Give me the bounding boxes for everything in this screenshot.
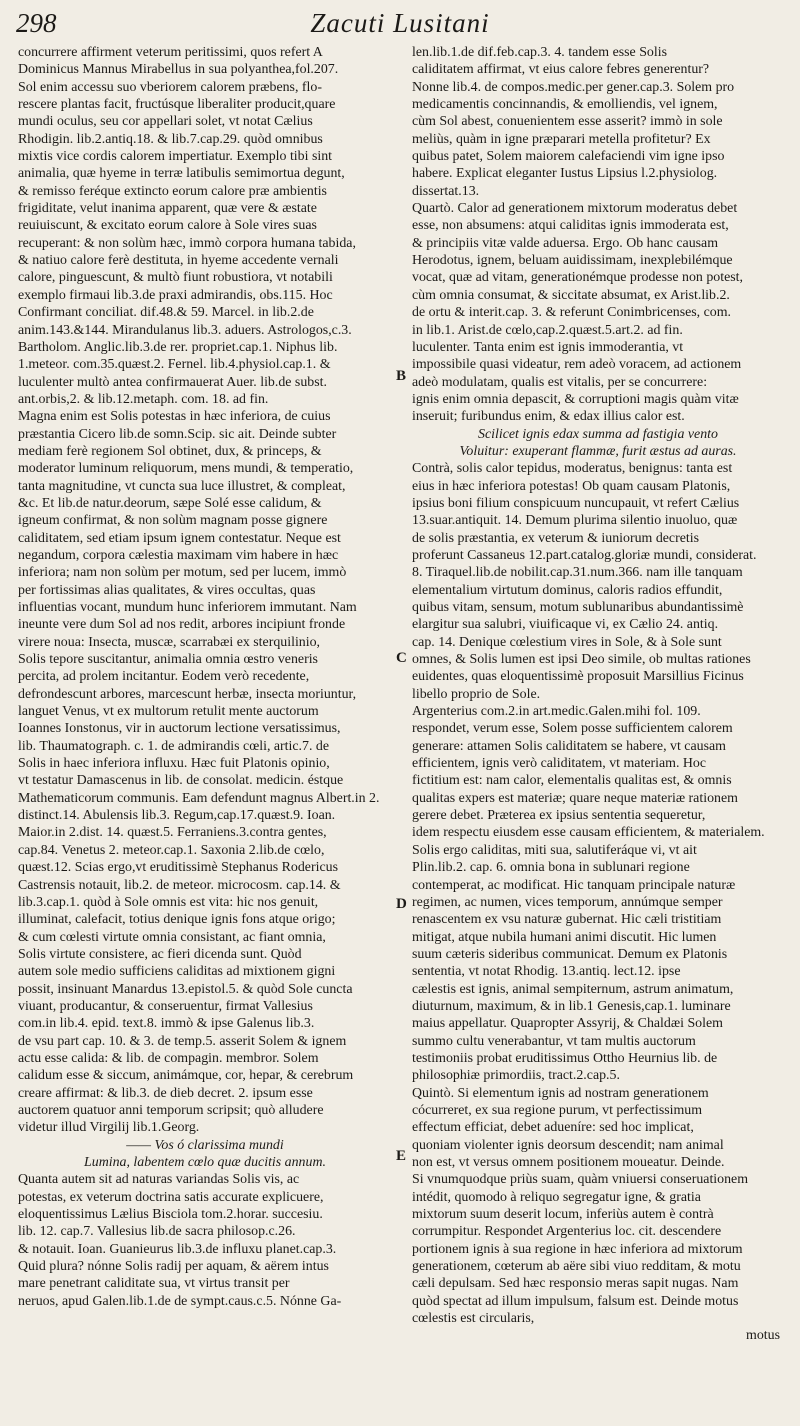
text-line: contemperat, ac modificat. Hic tanquam principale naturæ [412,877,736,893]
text-line: euidentes, quas eloquentissimè proposuit Marsillius Ficinus [412,669,744,685]
text-line: cælestis est ignis, animal sempiternum, astrum animatum, [412,981,734,997]
text-line: 13.suar.antiquit. 14. Demum plurima silentio inuoluo, quæ [412,513,738,529]
text-line: mare penetrant caliditate sua, vt virtus transit per [18,1276,290,1292]
text-line: Solis tepore suscitantur, animalia omnia œstro veneris [18,652,318,668]
text-line: renascentem ex vsu naturæ gubernat. Hic cæli tristitiam [412,912,722,928]
text-line: Si vnumquodque priùs suam, quàm vniuersi conseruationem [412,1172,749,1188]
text-line: Herodotus, ignem, beluam auidissimam, inexplebilémque [412,253,733,269]
text-line: Rhodigin. lib.2.antiq.18. & lib.7.cap.29. quòd omnibus [18,131,323,147]
text-line: Castrensis notauit, lib.2. de meteor. microcosm. cap.14. & [18,877,341,893]
text-line: caliditatem, sed etiam ipsum ignem contestatur. Neque est [18,530,341,546]
text-line: cócurreret, ex sua regione purum, vt perfectissimum [412,1102,703,1118]
text-line: Magna enim est Solis potestas in hæc inferiora, de cuius [18,409,331,425]
text-line: efficientem, ignis verò caliditatem, vt materiam. Hoc [412,756,707,772]
text-line: generare: attamen Solis caliditatem se habere, vt causam [412,738,726,754]
text-line: tanta magnitudine, vt cuncta sua luce illustret, & compleat, [18,478,346,494]
page-header [0,8,800,44]
right-column [412,44,784,1345]
text-line: animalia, quæ hyeme in terræ latibulis semimortua degunt, [18,166,345,182]
running-head: Zacuti Lusitani [310,8,490,38]
text-line: præstantia Cicero lib.de somn.Scip. sic ait. Deinde subter [18,426,337,442]
text-line: elargitur sua salubri, viuificaque vi, ex Cælio 24. antiq. [412,617,719,633]
left-column [18,44,392,1310]
text-line: Nonne lib.4. de compos.medic.per gener.cap.3. Solem pro [412,79,735,95]
text-line: cap.84. Venetus 2. meteor.cap.1. Saxonia 2.lib.de cœlo, [18,842,325,858]
text-line: 8. Tiraquel.lib.de nobilit.cap.31.num.366. nam ille tanquam [412,565,743,581]
text-line: neruos, apud Galen.lib.1.de de sympt.caus.c.5. Nónne Ga- [18,1293,342,1309]
text-line: summo cultu venerabantur, vt tam multis auctorum [412,1033,696,1049]
text-line: mixtorum suum deserit locum, inferiùs autem è contrà [412,1207,714,1223]
text-line: per fortissimas alias qualitates, & vires occultas, quas [18,582,316,598]
text-line: languet Venus, vt ex multorum retulit mente auctorum [18,704,319,720]
margin-marker-e: E [396,1148,407,1164]
text-line: non est, vt versus omnem positionem moueatur. Deinde. [412,1155,725,1170]
text-line: quibus patet, Solem maiorem calefaciendi vim igne ipso [412,149,725,165]
text-line: viuant, producantur, & conseruentur, firmat Vallesius [18,998,313,1014]
text-line: ipsius boni filium conspicuum nuncupauit, vt refert Cælius [412,495,740,511]
text-line: eius in hæc inferiora potestas! Ob quam causam Platonis, [412,478,731,494]
text-line: Dominicus Mannus Mirabellus in sua polyanthea,fol.207. [18,62,339,78]
text-line: possit, insinuant Manardus 13.epistol.5. & quòd Sole cuncta [18,981,353,997]
text-line: lib. Thaumatograph. c. 1. de admirandis cœli, artic.7. de [18,738,330,754]
text-line: portionem ignis à sua regione in hæc inferiora ad mixtorum [412,1241,743,1257]
text-line: quæst.12. Scias ergo,vt eruditissimè Stephanus Rodericus [18,860,338,876]
text-line: defrondescunt arbores, marcescunt herbæ, insecta moriuntur, [18,686,357,702]
text-line: ignis enim omnia depascit, & corruptioni magis quàm vitæ [412,391,739,407]
text-line: & notauit. Ioan. Guanieurus lib.3.de influxu planet.cap.3. [18,1241,337,1257]
text-line: Solis virtute consistere, ac fieri dicenda sunt. Quòd [18,946,302,962]
text-line: & natiuo calore ferè destituta, in hyeme accedente vernali [18,253,339,269]
text-line: negandum, corpora cælestia maximam vim habere in hæc [18,547,339,563]
text-line: luculenter multò antea confirmauerat Auer. lib.de subst. [18,374,327,390]
text-line: elementalium virtutum dominus, caloris radios effundit, [412,582,723,598]
text-line: Sol enim accessu suo vberiorem calorem præbens, flo- [18,79,322,95]
text-line: esse, non absumens: atqui caliditas ignis immoderata est, [412,218,729,234]
text-line: Solis in haec inferiora influxu. Hæc fuit Platonis opinio, [18,756,330,772]
text-line: dissertat.13. [412,183,480,199]
text-line: Scilicet ignis edax summa ad fastigia vento [478,426,718,442]
text-line: de ortu & interit.cap. 3. & referunt Conimbricenses, com. [412,305,732,321]
text-line: medicamentis concinnandis, & emolliendis, vel ignem, [412,97,718,113]
text-line: intédit, quomodo à reliquo segregatur igne, & gratia [412,1189,701,1205]
text-line: anim.143.&144. Mirandulanus lib.3. aduers. Astrologos,c.3. [18,322,352,338]
text-line: mediam ferè regionem Sol obtinet, dux, & princeps, & [18,443,322,459]
text-line: potestas, ex veterum doctrina satis accurate explicuere, [18,1189,324,1205]
text-line: de vsu part cap. 10. & 3. de temp.5. asserit Solem & ignem [18,1033,347,1049]
text-line: virere noua: Insecta, muscæ, scarrabæi ex sterquilinio, [18,634,321,650]
text-line: exemplo firmaui lib.3.de praxi admirandis, obs.115. Hoc [18,287,333,303]
text-line: fictitium est: nam calor, elementalis qualitas est, & omnis [412,773,732,789]
text-line: Ioannes Ionstonus, vir in auctorum lectione versatissimus, [18,721,341,737]
text-line: de solis præstantia, ex veterum & iuniorum decretis [412,530,700,546]
text-line: frigiditate, velut inanima apparent, quæ vere & æstate [18,201,317,217]
text-line: Contrà, solis calor tepidus, moderatus, benignus: tanta est [412,461,733,477]
text-line: libello proprio de Sole. [412,686,541,702]
text-line: Quanta autem sit ad naturas variandas Solis vis, ac [18,1172,300,1188]
text-line: impossibile quasi videatur, rem adeò voracem, ad actionem [412,357,742,373]
text-line: igneum confirmat, & non solùm magnam posse gignere [18,513,328,529]
margin-marker-d: D [396,896,407,912]
text-line: idem respectu eiusdem esse causam efficientem, & materialem. [412,825,765,841]
text-line: Quid plura? nónne Solis radij per aquam, & aërem intus [18,1259,329,1275]
text-line: meliùs, quàm in igne præparari metella profitetur? Ex [412,131,711,147]
text-line: inseruit; furibundus enim, & edax illius calor est. [412,409,685,425]
text-line: regimen, ac numen, vices temporum, annúmque semper [412,894,723,910]
text-line: Voluitur: exuperant flammæ, furit æstus ad auras. [459,443,737,459]
text-line: concurrere affirment veterum peritissimi, quos refert A [18,45,323,60]
text-line: Mathematicorum communis. Eam defendunt magnus Albert.in 2. [18,790,380,806]
text-line: Plin.lib.2. cap. 6. omnia bona in sublunari regione [412,860,690,876]
text-line: len.lib.1.de dif.feb.cap.3. 4. tandem esse Solis [412,45,667,60]
text-line: omnes, & Solis lumen est ipsi Deo simile, ob multas rationes [412,652,751,668]
text-line: motus [746,1328,780,1344]
text-line: —— Vos ó clarissima mundi [126,1137,284,1153]
text-line: mitigat, atque nubila humani animi discutit. Hic lumen [412,929,717,945]
text-line: ant.orbis,2. & lib.12.metaph. com. 18. ad fin. [18,391,269,407]
text-line: vocat, quæ ad vitam, generationémque prodesse non potest, [412,270,743,286]
text-line: cùm Sol abest, conuenientem esse asserit? immò in sole [412,114,723,130]
text-line: recuperant: & non solùm hæc, immò corpora humana tabida, [18,235,356,251]
text-line: illuminat, calefacit, totius denique ignis fons atque origo; [18,912,336,928]
text-line: calidum esse & siccum, animámque, cor, hepar, & cerebrum [18,1068,354,1084]
text-line: Quartò. Calor ad generationem mixtorum moderatus debet [412,201,738,217]
text-line: &c. Et lib.de natur.deorum, sæpe Solé esse calidum, & [18,495,322,511]
text-line: cæli depulsam. Sed hæc responsio meras sapit nugas. Nam [412,1276,739,1292]
text-line: inferiora; nam non solùm per motum, sed per lucem, immò [18,565,347,581]
text-line: distinct.14. Abulensis lib.3. Regum,cap.17.quæst.9. Ioan. [18,808,336,824]
text-line: Maior.in 2.dist. 14. quæst.5. Ferraniens.3.contra gentes, [18,825,327,841]
text-line: quoniam violenter ignis deorsum descendit; nam animal [412,1137,724,1153]
text-line: Lumina, labentem cœlo quæ ducitis annum. [84,1155,326,1170]
text-line: luculenter. Tanta enim est ignis immoderantia, vt [412,339,684,355]
text-line: & remisso feréque extincto eorum calore præ ambientis [18,183,327,199]
text-line: vt testatur Damascenus in lib. de consolat. medicin. éstque [18,773,344,789]
text-line: & cum cœlesti virtute omnia consistant, ac fiant omnia, [18,929,326,945]
text-line: & principiis vitæ valde aduersa. Ergo. Ob hanc causam [412,235,719,251]
text-line: autem sole medio sufficiens caliditas ad mixtionem gigni [18,964,336,980]
text-line: suum cæteris sideribus communicat. Demum ex Platonis [412,946,728,962]
margin-marker-b: B [396,368,407,384]
margin-marker-c: C [396,650,407,666]
text-line: quòd spectat ad illum impulsum, falsum est. Deinde motus [412,1293,739,1309]
text-line: caliditatem affirmat, vt eius calore febres generentur? [412,62,710,78]
text-line: reuiuiscunt, & excitato eorum calore à Sole vires suas [18,218,317,234]
text-line: auctorem quatuor anni temporum scripsit; quò alludere [18,1102,324,1118]
text-line: diuturnum, maximum, & in lib.1 Genesis,cap.1. luminare [412,998,731,1014]
text-line: rescere plantas facit, fructúsque liberaliter producit,quare [18,97,336,113]
text-line: maius appellatur. Quapropter Assyrij, & Chaldæi Solem [412,1016,723,1032]
text-line: moderator luminum reliquorum, mens mundi, & temperatio, [18,461,354,477]
text-line: percita, ad prolem incitantur. Eodem verò recedente, [18,669,310,685]
text-line: cap. 14. Denique cœlestium vires in Sole, & à Sole sunt [412,634,722,650]
text-line: qualitas expers est materiæ; quare neque materiæ rationem [412,790,738,806]
text-line: sententia, vt notat Rhodig. 13.antiq. lect.12. ipse [412,964,681,980]
text-line: Confirmant conciliat. dif.48.& 59. Marcel. in lib.2.de [18,305,314,321]
text-line: effectum efficiat, debet adueníre: sed hoc implicat, [412,1120,694,1136]
text-line: Quintò. Si elementum ignis ad nostram generationem [412,1085,709,1101]
text-line: influentias vocant, mundum hunc inferiorem immutant. Nam [18,600,357,615]
text-line: habere. Explicat eleganter Iustus Lipsius l.2.physiolog. [412,166,718,182]
text-line: lib. 12. cap.7. Vallesius lib.de sacra philosop.c.26. [18,1224,296,1240]
text-line: corrumpitur. Respondet Argenterius loc. cit. descendere [412,1224,722,1240]
text-line: cùm omnia consumat, & siccitate absumat, ex Arist.lib.2. [412,287,730,303]
text-line: quibus vitam, sensum, motum sublunaribus abundantissimè [412,600,744,615]
text-line: cœlestis est circularis, [412,1311,535,1327]
text-line: proferunt Cassaneus 12.part.catalog.gloriæ mundi, considerat. [412,547,757,563]
text-line: adeò modulatam, qualis est vitalis, per se concurrere: [412,374,708,390]
text-line: mundi oculus, seu cor appellari solet, vt notat Cælius [18,114,313,130]
text-line: Argenterius com.2.in art.medic.Galen.mihi fol. 109. [412,704,701,720]
text-line: 1.meteor. com.35.quæst.2. Fernel. lib.4.physiol.cap.1. & [18,357,331,373]
text-line: com.in lib.4. epid. text.8. immò & ipse Galenus lib.3. [18,1016,315,1032]
text-line: gerere debet. Præterea ex ipsius sententia sequeretur, [412,808,706,824]
text-line: in lib.1. Arist.de cœlo,cap.2.quæst.5.art.2. ad fin. [412,322,683,338]
text-line: philosophiæ primordiis, tract.2.cap.5. [412,1068,620,1084]
text-line: creare affirmat: & lib.3. de dieb decret. 2. ipsum esse [18,1085,313,1101]
text-line: ineunte vere dum Sol ad nos redit, arbores incipiunt fronde [18,617,346,633]
text-line: respondet, verum esse, Solem posse sufficientem calorem [412,721,733,737]
text-line: videtur illud Virgilij lib.1.Georg. [18,1120,200,1136]
text-line: actu esse calida: & lib. de compagin. membror. Solem [18,1050,319,1066]
text-line: Solis ergo caliditas, miti sua, salutiferáque vi, vt ait [412,842,697,858]
text-line: mixtis vice cordis calorem impertiatur. Exemplo tibi sint [18,149,333,165]
text-line: testimoniis probat eruditissimus Ottho Heurnius lib. de [412,1050,718,1066]
page-number: 298 [16,8,57,38]
text-line: calore, pinguescunt, & multò fiunt robustiora, vt notabili [18,270,333,286]
text-line: eloquentissimus Lælius Bisciola tom.2.horar. succesiu. [18,1207,323,1223]
text-line: lib.3.cap.1. quòd à Sole omnis est vita: hic nos genuit, [18,894,319,910]
text-line: Bartholom. Anglic.lib.3.de rer. propriet.cap.1. Niphus lib. [18,339,338,355]
text-line: generationem, cœterum ab aëre sibi viuo redditam, & motu [412,1259,741,1275]
